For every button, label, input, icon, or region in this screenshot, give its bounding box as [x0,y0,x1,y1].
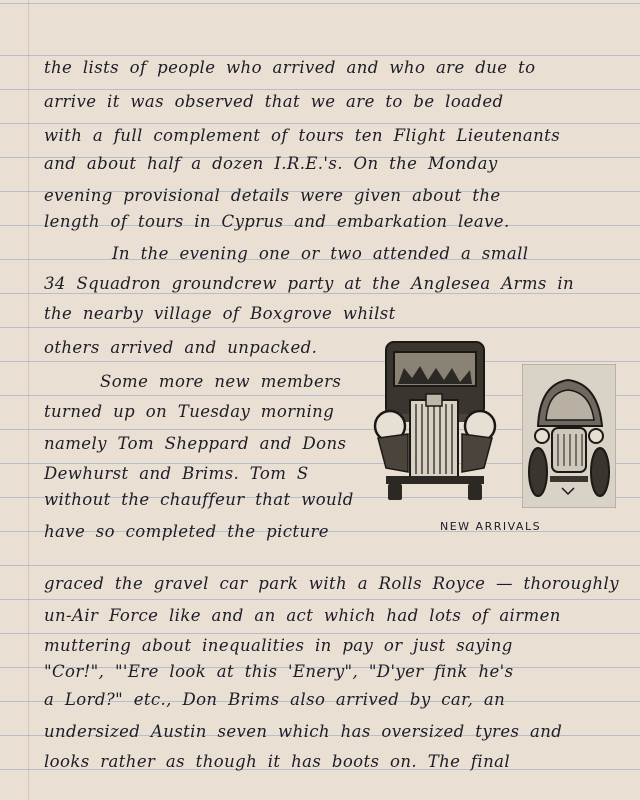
text-line-12: turned up on Tuesday morning [44,402,335,421]
text-line-13: namely Tom Sheppard and Dons [44,434,347,453]
rolls-royce-sketch [372,338,498,504]
text-line-9: the nearby village of Boxgrove whilst [44,304,396,323]
margin-rule [28,0,29,800]
text-line-14: Dewhurst and Brims. Tom S [44,464,309,483]
text-line-19: muttering about inequalities in pay or just saying [44,636,513,655]
text-line-7: In the evening one or two attended a small [112,244,529,263]
text-line-10: others arrived and unpacked. [44,338,318,357]
text-line-1: the lists of people who arrived and who are due to [44,58,536,77]
text-line-2: arrive it was observed that we are to be loaded [44,92,504,111]
text-line-3: with a full complement of tours ten Flight Lieutenants [44,126,561,145]
text-line-23: looks rather as though it has boots on. The final [44,752,511,771]
text-line-22: undersized Austin seven which has oversized tyres and [44,722,563,741]
text-line-8: 34 Squadron groundcrew party at the Anglesea Arms in [44,274,575,293]
text-line-4: and about half a dozen I.R.E.'s. On the Monday [44,154,498,173]
austin-seven-sketch [522,364,616,508]
text-line-20: "Cor!", "'Ere look at this 'Enery", "D'yer fink he's [44,662,514,681]
text-line-15: without the chauffeur that would [44,490,354,509]
sketch-caption: NEW ARRIVALS [440,520,542,533]
text-line-18: un-Air Force like and an act which had lots of airmen [44,606,561,625]
text-line-17: graced the gravel car park with a Rolls Royce — thoroughly [44,574,619,593]
text-line-5: evening provisional details were given about the [44,186,501,205]
text-line-11: Some more new members [100,372,342,391]
text-line-21: a Lord?" etc., Don Brims also arrived by car, an [44,690,506,709]
text-line-16: have so completed the picture [44,522,329,541]
text-line-6: length of tours in Cyprus and embarkation leave. [44,212,510,231]
